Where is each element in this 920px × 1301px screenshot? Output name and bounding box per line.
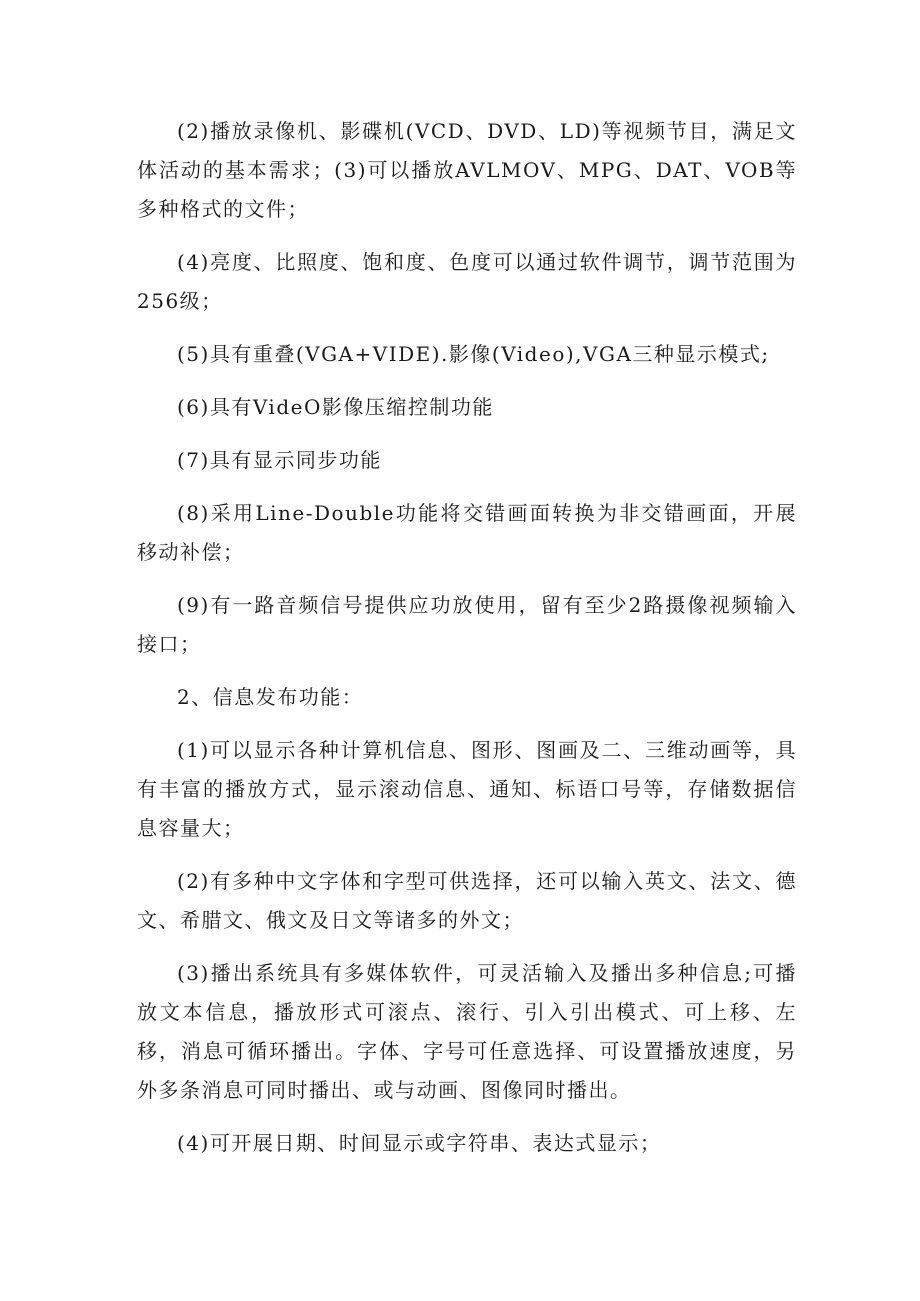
paragraph-line-double: (8)采用Line-Double功能将交错画面转换为非交错画面，开展移动补偿； xyxy=(137,501,797,564)
section-heading-info-publishing: 2、信息发布功能： xyxy=(177,685,364,709)
paragraph-multimedia-playout: (3)播出系统具有多媒体软件，可灵活输入及播出多种信息;可播放文本信息，播放形式可滚点、滚行、引入引出模式、可上移、左移，消息可循环播出。字体、字号可任意选择、可设置播放速度，另外多条消息可同时播出、或与动画、图像同时播出。 xyxy=(137,961,797,1102)
paragraph-display-sync: (7)具有显示同步功能 xyxy=(177,448,382,472)
paragraph-audio-signal: (9)有一路音频信号提供应功放使用，留有至少2路摄像视频输入接口； xyxy=(137,593,797,656)
document-body xyxy=(137,112,797,1177)
paragraph-brightness: (4)亮度、比照度、饱和度、色度可以通过软件调节，调节范围为256级； xyxy=(137,250,797,313)
paragraph-overlay-modes: (5)具有重叠(VGA+VIDE).影像(Video),VGA三种显示模式; xyxy=(177,342,770,366)
paragraph-video-compression: (6)具有VideO影像压缩控制功能 xyxy=(177,395,494,419)
paragraph-computer-info: (1)可以显示各种计算机信息、图形、图画及二、三维动画等，具有丰富的播放方式，显示滚动信息、通知、标语口号等，存储数据信息容量大； xyxy=(137,738,797,840)
paragraph-fonts: (2)有多种中文字体和字型可供选择，还可以输入英文、法文、德文、希腊文、俄文及日文等诸多的外文； xyxy=(137,869,797,932)
paragraph-date-time: (4)可开展日期、时间显示或字符串、表达式显示； xyxy=(177,1131,662,1155)
paragraph-video-playback: (2)播放录像机、影碟机(VCD、DVD、LD)等视频节目，满足文体活动的基本需求；(3)可以播放AVLMOV、MPG、DAT、VOB等多种格式的文件； xyxy=(137,119,797,221)
